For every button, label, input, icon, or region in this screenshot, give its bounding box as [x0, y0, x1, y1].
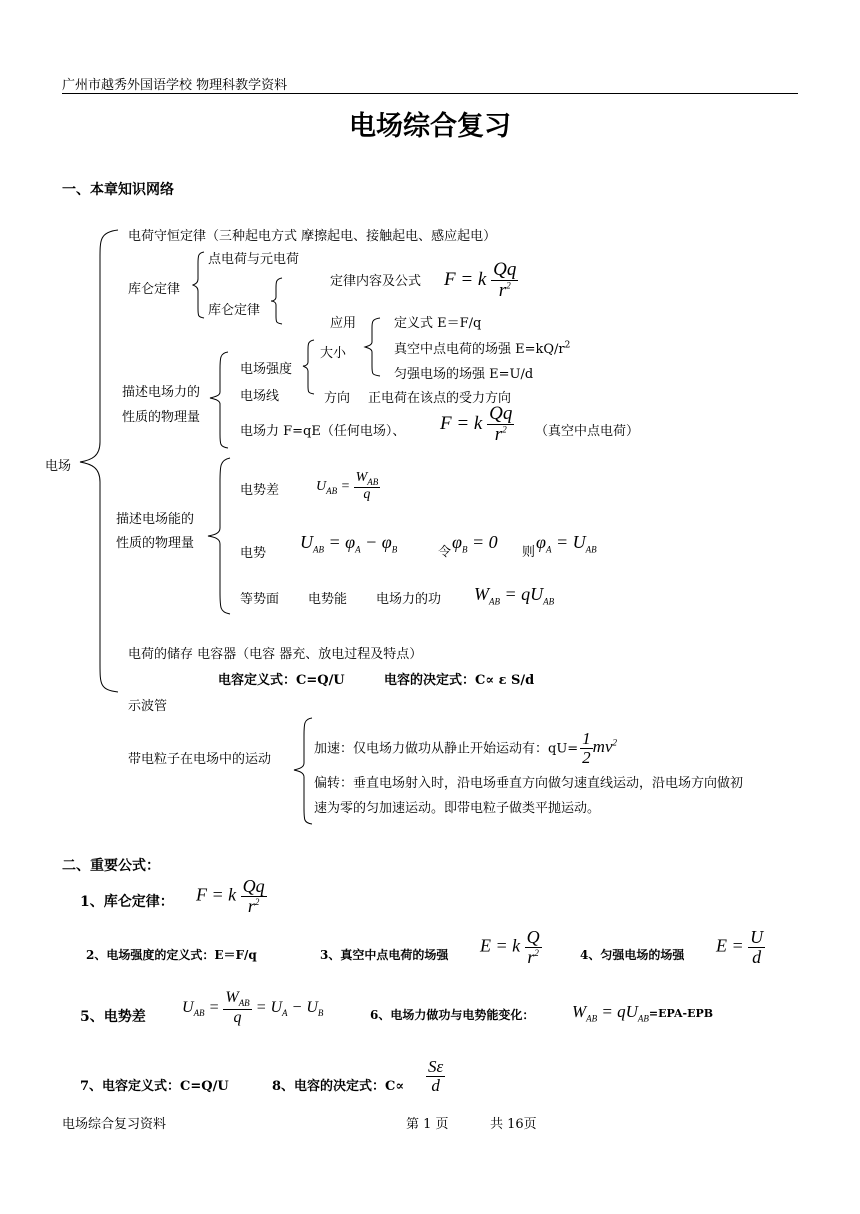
force-props-line2: 性质的物理量	[122, 410, 201, 425]
root-label: 电场	[45, 459, 72, 474]
formula2: 2、电场强度的定义式：E＝F/q	[86, 948, 257, 962]
force-props-line1: 描述电场力的	[122, 385, 201, 400]
formula3-label: 3、真空中点电荷的场强	[320, 948, 449, 962]
electric-force-formula: F = k $\frac{Qq}{r^2}$	[440, 403, 513, 445]
capacitance-determinant: 电容的决定式：C∝ ε S/d	[384, 673, 535, 688]
strength-brace	[302, 338, 316, 396]
section1-heading: 一、本章知识网络	[62, 182, 174, 198]
coulomb-law: 库仑定律	[208, 303, 261, 318]
field-strength: 电场强度	[240, 362, 293, 377]
energy-props-line1: 描述电场能的	[116, 512, 195, 527]
potential-diff-formula: $U_{AB}$ = $\frac{W_{AB}}{q}$	[316, 470, 379, 503]
formula7: 7、电容定义式：C=Q/U	[80, 1079, 229, 1094]
magnitude-brace	[364, 316, 382, 378]
coulomb-content: 定律内容及公式	[330, 274, 422, 289]
force-props-brace	[208, 350, 230, 450]
potential-formula: $U_{AB} = \varphi_A - \varphi_B$	[300, 532, 398, 555]
coulomb-brace	[192, 250, 206, 320]
let-label: 令	[438, 545, 452, 560]
header-school: 广州市越秀外国语学校 物理科教学资料	[62, 78, 288, 93]
then-formula: $\varphi_A = U_{AB}$	[536, 532, 597, 555]
deflection-line1: 偏转：垂直电场射入时，沿电场垂直方向做匀速直线运动，沿电场方向做初	[314, 776, 744, 791]
magnitude-label: 大小	[320, 346, 347, 361]
footer-page: 第 1 页	[406, 1117, 449, 1132]
let-formula: $\varphi_B = 0$	[452, 532, 498, 555]
coulomb-law-brace	[270, 276, 284, 326]
coulomb-formula: F = k $\frac{Qq}{r^2}$	[444, 259, 517, 301]
potential-diff-label: 电势差	[240, 483, 280, 498]
particle-brace	[292, 716, 314, 826]
formula5-label: 5、电势差	[80, 1009, 146, 1025]
formula6: $W_{AB} = qU_{AB}=EPA-EPB$	[572, 1002, 714, 1024]
capacitance-definition: 电容定义式：C=Q/U	[218, 673, 345, 688]
uniform-field: 匀强电场的场强 E=U/d	[394, 367, 534, 382]
equipotential-label: 等势面	[240, 592, 280, 607]
field-work-label: 电场力的功	[376, 592, 442, 607]
footer-left: 电场综合复习资料	[62, 1117, 167, 1132]
field-lines: 电场线	[240, 389, 280, 404]
formula6-label: 6、电场力做功与电势能变化：	[370, 1008, 535, 1022]
formula1: F = k $\frac{Qq}{r^2}$	[196, 876, 265, 916]
header-rule	[62, 93, 798, 94]
coulomb-group-label: 库仑定律	[128, 282, 181, 297]
deflection-line2: 速为零的匀加速运动。即带电粒子做类平抛运动。	[314, 801, 601, 816]
acceleration: 加速：仅电场力做功从静止开始运动有：qU= $\frac{1}{2}$ $mv^2$	[314, 729, 617, 767]
page-title: 电场综合复习	[349, 111, 511, 142]
vacuum-point-field: 真空中点电荷的场强 $E=kQ/r^2$	[394, 340, 571, 357]
direction-label: 方向	[324, 391, 351, 406]
root-brace	[74, 228, 124, 694]
direction-desc: 正电荷在该点的受力方向	[368, 391, 512, 406]
formula4-label: 4、匀强电场的场强	[580, 948, 685, 962]
application-label: 应用	[330, 316, 357, 331]
potential-label: 电势	[240, 546, 267, 561]
formula8: $\frac{S\varepsilon}{d}$	[428, 1057, 444, 1095]
charge-storage: 电荷的储存 电容器（电容 器充、放电过程及特点）	[128, 647, 423, 662]
energy-props-line2: 性质的物理量	[116, 536, 195, 551]
formula3: E = k $\frac{Q}{r^2}$	[480, 927, 540, 967]
electric-force: 电场力 F=qE（任何电场）、	[240, 424, 406, 439]
formula1-label: 1、库仑定律：	[80, 894, 174, 910]
field-work-formula: $W_{AB} = qU_{AB}$	[474, 584, 555, 607]
def-formula: 定义式 E＝F/q	[394, 316, 482, 331]
potential-energy-label: 电势能	[308, 592, 348, 607]
vacuum-note: （真空中点电荷）	[535, 424, 640, 439]
then-label: 则	[522, 545, 536, 560]
footer-total: 共 16页	[490, 1117, 537, 1132]
charge-conservation: 电荷守恒定律（三种起电方式 摩擦起电、接触起电、感应起电）	[128, 229, 497, 244]
formula8-label: 8、电容的决定式：C∝	[272, 1079, 405, 1094]
formula4: E = $\frac{U}{d}$	[716, 927, 764, 967]
point-charge: 点电荷与元电荷	[208, 252, 300, 267]
energy-props-brace	[206, 456, 232, 616]
oscilloscope: 示波管	[128, 699, 168, 714]
particle-motion-label: 带电粒子在电场中的运动	[128, 752, 272, 767]
section2-heading: 二、重要公式：	[62, 858, 160, 874]
formula5: $U_{AB}$ = $\frac{W_{AB}}{q}$ = $U_A - U_B$	[182, 989, 324, 1026]
